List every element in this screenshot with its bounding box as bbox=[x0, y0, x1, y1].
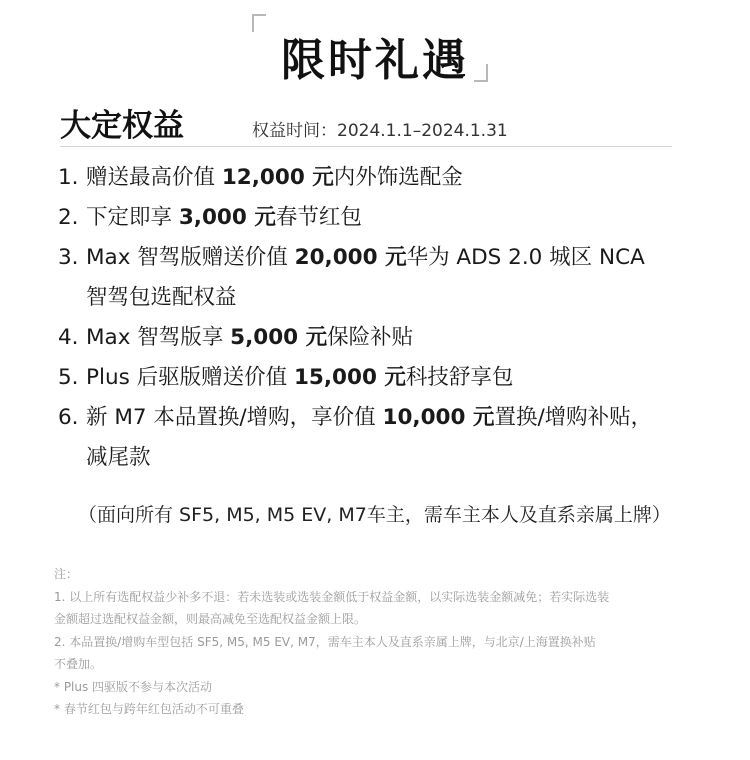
benefit-amount: 20,000 元 bbox=[294, 245, 407, 270]
benefit-text: 内外饰选配金 bbox=[333, 165, 463, 190]
benefit-item bbox=[58, 238, 708, 278]
corner-bracket-bottom-right bbox=[474, 64, 488, 82]
benefit-text: 科技舒享包 bbox=[405, 365, 514, 390]
benefit-text: Plus 后驱版赠送价值 bbox=[86, 365, 294, 390]
note-line: * 春节红包与跨年红包活动不可重叠 bbox=[54, 702, 244, 716]
benefit-text: 赠送最高价值 bbox=[86, 165, 222, 190]
benefit-amount: 10,000 元 bbox=[382, 405, 495, 430]
benefit-item-continuation bbox=[58, 438, 708, 478]
note-line: 不叠加。 bbox=[54, 657, 103, 671]
benefit-text: 保险补贴 bbox=[327, 325, 414, 350]
benefit-text: 下定即享 bbox=[86, 205, 179, 230]
title-banner bbox=[0, 6, 750, 88]
benefit-item-continuation bbox=[58, 278, 708, 318]
notes-label: 注： bbox=[54, 567, 79, 581]
benefit-amount: 3,000 元 bbox=[178, 205, 276, 230]
benefit-text: 置换/增购补贴， bbox=[494, 405, 653, 430]
benefit-text: 减尾款 bbox=[86, 445, 151, 470]
benefit-amount: 12,000 元 bbox=[221, 165, 334, 190]
benefit-amount: 5,000 元 bbox=[230, 325, 328, 350]
benefit-item bbox=[58, 318, 708, 358]
benefit-item bbox=[58, 198, 708, 238]
benefit-text: 华为 ADS 2.0 城区 NCA bbox=[406, 245, 645, 270]
benefit-number: 2. bbox=[58, 205, 79, 230]
notes-section bbox=[54, 563, 704, 721]
benefit-text: 新 M7 本品置换/增购，享价值 bbox=[86, 405, 383, 430]
benefit-number: 4. bbox=[58, 325, 79, 350]
note-line: 金额超过选配权益金额，则最高减免至选配权益金额上限。 bbox=[54, 612, 367, 626]
benefit-number: 6. bbox=[58, 405, 79, 430]
benefit-item bbox=[58, 398, 708, 438]
benefit-period: 权益时间：2024.1.1–2024.1.31 bbox=[252, 121, 508, 141]
note-line: 2. 本品置换/增购车型包括 SF5, M5, M5 EV, M7，需车主本人及直系亲属上牌，与北京/上海置换补贴 bbox=[54, 634, 596, 649]
benefit-list bbox=[58, 158, 708, 478]
benefit-amount: 15,000 元 bbox=[293, 365, 406, 390]
page-title: 限时礼遇 bbox=[281, 35, 469, 86]
benefit-text: 智驾包选配权益 bbox=[86, 285, 237, 310]
benefit-text: Max 智驾版享 bbox=[86, 325, 231, 350]
section-title: 大定权益 bbox=[60, 108, 184, 144]
eligibility-scope: （面向所有 SF5, M5, M5 EV, M7车主，需车主本人及直系亲属上牌） bbox=[78, 504, 671, 526]
note-line: * Plus 四驱版不参与本次活动 bbox=[54, 679, 213, 694]
benefit-number: 3. bbox=[58, 245, 79, 270]
benefit-text: 春节红包 bbox=[275, 205, 362, 230]
section-header bbox=[60, 96, 672, 147]
benefit-number: 1. bbox=[58, 165, 79, 190]
benefit-item bbox=[58, 158, 708, 198]
benefit-item bbox=[58, 358, 708, 398]
benefit-number: 5. bbox=[58, 365, 79, 390]
benefit-text: Max 智驾版赠送价值 bbox=[86, 245, 295, 270]
note-line: 1. 以上所有选配权益少补多不退：若未选装或选装金额低于权益金额，以实际选装金额减免；若实际选装 bbox=[54, 589, 610, 604]
